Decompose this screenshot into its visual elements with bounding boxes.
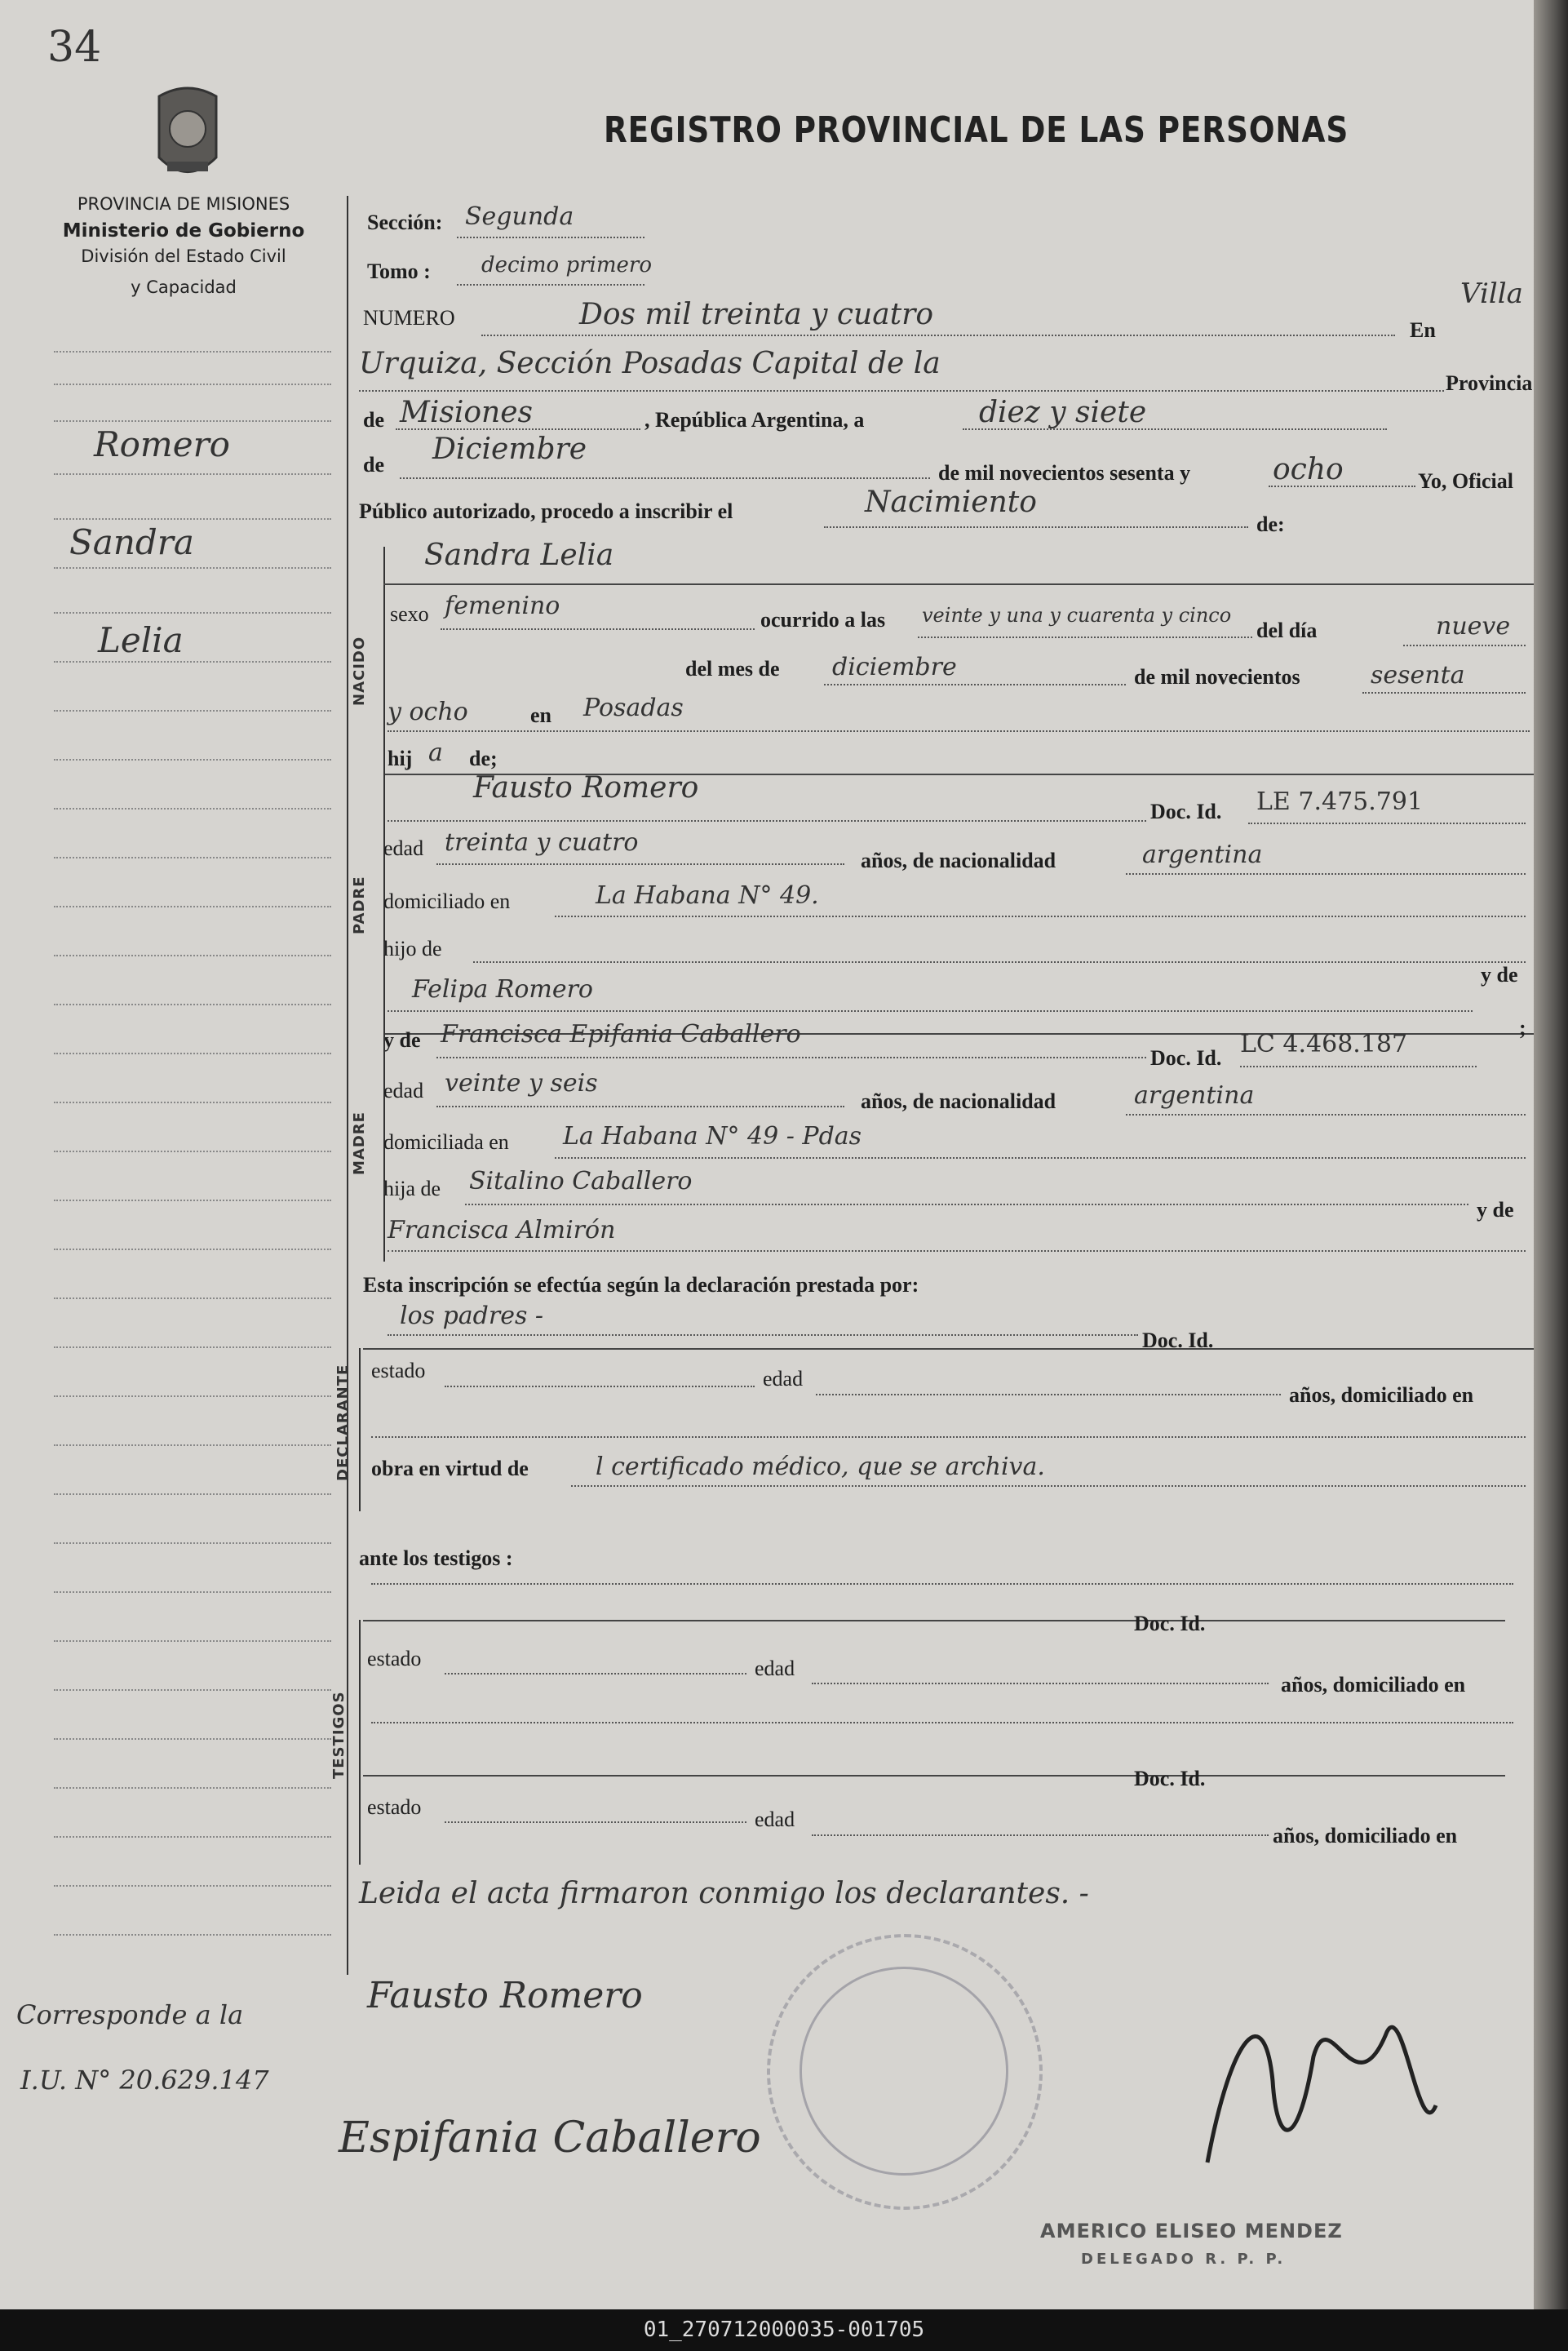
value-en: Villa — [1460, 277, 1523, 310]
margin-line — [54, 955, 331, 956]
margin-line — [54, 857, 331, 858]
dotted-line — [388, 1010, 1473, 1012]
margin-line — [54, 351, 331, 353]
value-abuela-p: Felipa Romero — [412, 975, 593, 1004]
dotted-line — [1362, 692, 1526, 694]
value-anio-nac1: sesenta — [1371, 661, 1465, 690]
binding-spine — [1534, 0, 1568, 2309]
value-lugar-nac: Posadas — [583, 694, 684, 722]
margin-line — [54, 473, 331, 475]
dotted-line — [388, 1334, 1138, 1336]
dotted-line — [555, 1157, 1526, 1159]
margin-line — [54, 1689, 331, 1691]
coat-of-arms-icon — [151, 80, 224, 186]
label-test2-doc: Doc. Id. — [1134, 1767, 1206, 1790]
value-abuelo-m: Sitalino Caballero — [469, 1167, 693, 1195]
value-mes: Diciembre — [432, 432, 587, 466]
margin-line — [54, 518, 331, 520]
value-padre-edad: treinta y cuatro — [445, 828, 639, 857]
value-madre-nombre: Francisca Epifania Caballero — [441, 1020, 801, 1049]
label-de2: de — [363, 453, 384, 477]
label-test2-estado: estado — [367, 1795, 422, 1819]
label-decl-edad: edad — [763, 1367, 804, 1391]
value-padre-nombre: Fausto Romero — [473, 771, 699, 805]
label-del-mes: del mes de — [685, 657, 780, 681]
label-esta: Esta inscripción se efectúa según la declaración prestada por: — [363, 1273, 919, 1297]
page-number: 34 — [47, 23, 102, 72]
margin-line — [54, 1395, 331, 1397]
label-sexo: sexo — [390, 602, 429, 626]
label-padre-dom: domiciliado en — [383, 889, 511, 913]
margin-line — [54, 384, 331, 385]
margin-line — [54, 1151, 331, 1152]
section-testigos: TESTIGOS — [330, 1691, 348, 1779]
dotted-line — [441, 628, 755, 630]
header-capacity: y Capacidad — [131, 277, 237, 297]
dotted-line — [1269, 486, 1415, 487]
margin-line — [54, 1787, 331, 1789]
dotted-line — [400, 477, 930, 479]
label-padre-anos: años, de nacionalidad — [861, 849, 1056, 872]
label-yo: Yo, Oficial — [1418, 469, 1513, 493]
value-padre-doc: LE 7.475.791 — [1256, 787, 1424, 816]
dotted-line — [436, 863, 844, 865]
value-obra: l certificado médico, que se archiva. — [596, 1453, 1045, 1481]
signature-father: Fausto Romero — [367, 1975, 643, 2016]
value-anio-nac2: y ocho — [388, 698, 468, 726]
dotted-line — [1240, 1066, 1477, 1067]
signature-mother: Espifania Caballero — [339, 2114, 761, 2162]
value-abuela-m: Francisca Almirón — [388, 1216, 616, 1244]
dotted-line — [388, 820, 1146, 822]
label-seccion: Sección: — [367, 211, 443, 234]
value-dia: diez y siete — [979, 396, 1147, 429]
margin-line — [54, 1004, 331, 1005]
value-madre-dom: La Habana N° 49 - Pdas — [563, 1122, 862, 1151]
margin-line — [54, 1297, 331, 1299]
dotted-line — [388, 730, 1530, 732]
dotted-line — [555, 916, 1526, 917]
margin-line — [54, 1249, 331, 1250]
dotted-line — [371, 1583, 1513, 1585]
label-semicolon: ; — [1519, 1016, 1526, 1040]
dotted-line — [918, 637, 1252, 638]
label-madre-dom: domiciliada en — [383, 1130, 509, 1154]
label-hij: hij — [388, 747, 413, 770]
margin-line — [54, 1102, 331, 1103]
dotted-line — [465, 1204, 1468, 1205]
header-ministry: Ministerio de Gobierno — [62, 220, 305, 242]
margin-line — [54, 1934, 331, 1936]
label-hijo-de: hijo de — [383, 937, 442, 960]
label-del-dia: del día — [1256, 619, 1318, 642]
margin-line — [54, 906, 331, 907]
dotted-line — [816, 1394, 1281, 1395]
testigos-border — [359, 1620, 361, 1865]
dotted-line — [473, 961, 1526, 963]
margin-line — [54, 1591, 331, 1593]
section-rule — [363, 1348, 1534, 1350]
label-en: En — [1410, 318, 1436, 342]
dotted-line — [359, 390, 1444, 392]
value-nombre: Sandra Lelia — [424, 539, 614, 572]
declarante-border — [359, 1348, 361, 1511]
label-mil: de mil novecientos sesenta y — [938, 461, 1191, 485]
dotted-line — [963, 428, 1387, 430]
dotted-line — [457, 237, 644, 238]
label-test2-anos: años, domiciliado en — [1273, 1824, 1458, 1848]
label-madre-anos: años, de nacionalidad — [861, 1089, 1056, 1113]
officer-name: AMERICO ELISEO MENDEZ — [1040, 2220, 1343, 2242]
dotted-line — [457, 284, 644, 286]
label-de: de — [363, 408, 384, 432]
margin-line — [54, 1885, 331, 1887]
value-lugar: Urquiza, Sección Posadas Capital de la — [359, 347, 941, 380]
label-padre-doc: Doc. Id. — [1150, 800, 1222, 823]
margin-line — [54, 1444, 331, 1446]
label-ante: ante los testigos : — [359, 1546, 513, 1570]
value-madre-edad: veinte y seis — [445, 1069, 598, 1098]
label-numero: NUMERO — [363, 306, 455, 330]
margin-note2: I.U. N° 20.629.147 — [20, 2065, 269, 2096]
label-ocurrido: ocurrido a las — [760, 608, 886, 632]
dotted-line — [436, 1057, 1146, 1058]
label-obra: obra en virtud de — [371, 1457, 529, 1480]
section-rule — [363, 1620, 1505, 1621]
label-y-de-p: y de — [1481, 963, 1518, 987]
dotted-line — [812, 1834, 1269, 1836]
value-dia-nac: nueve — [1436, 612, 1511, 641]
margin-line — [54, 808, 331, 810]
value-padre-nac: argentina — [1142, 841, 1263, 869]
label-tomo: Tomo : — [367, 259, 431, 283]
value-hora: veinte y una y cuarenta y cinco — [922, 604, 1232, 627]
margin-line — [54, 1493, 331, 1495]
dotted-line — [371, 1436, 1526, 1438]
margin-surname: Romero — [94, 424, 230, 464]
document-title: REGISTRO PROVINCIAL DE LAS PERSONAS — [604, 109, 1349, 151]
dotted-line — [1126, 1114, 1526, 1116]
value-acto: Nacimiento — [865, 486, 1037, 519]
label-hija-de: hija de — [383, 1177, 441, 1200]
margin-line — [54, 1542, 331, 1544]
dotted-line — [436, 1106, 844, 1107]
margin-name1: Sandra — [69, 522, 194, 562]
label-provincia: Provincia — [1446, 371, 1533, 395]
label-republica: , República Argentina, a — [644, 408, 865, 432]
dotted-line — [1403, 645, 1526, 646]
margin-line — [54, 1640, 331, 1642]
label-y-de-m: y de — [1477, 1198, 1514, 1222]
nacido-border — [383, 547, 385, 775]
dotted-line — [396, 428, 640, 430]
margin-line — [54, 661, 331, 663]
label-decl-doc: Doc. Id. — [1142, 1329, 1214, 1352]
label-de3: de: — [1256, 512, 1285, 536]
value-padre-dom: La Habana N° 49. — [596, 881, 819, 910]
label-madre-edad: edad — [383, 1079, 424, 1102]
value-declarante: los padres - — [400, 1302, 544, 1330]
value-numero: Dos mil treinta y cuatro — [579, 298, 934, 331]
value-tomo: decimo primero — [481, 253, 652, 277]
section-madre: MADRE — [351, 1111, 368, 1175]
officer-role: DELEGADO R. P. P. — [1081, 2251, 1287, 2268]
margin-note1: Corresponde a la — [16, 1999, 244, 2030]
name-rule — [383, 583, 1534, 585]
margin-line — [54, 1738, 331, 1740]
label-test1-anos: años, domiciliado en — [1281, 1673, 1466, 1697]
header-province: PROVINCIA DE MISIONES — [77, 194, 290, 214]
value-seccion: Segunda — [465, 202, 574, 231]
margin-line — [54, 612, 331, 614]
label-de-mil: de mil novecientos — [1134, 665, 1300, 689]
label-test1-doc: Doc. Id. — [1134, 1612, 1206, 1635]
value-madre-doc: LC 4.468.187 — [1240, 1030, 1408, 1058]
image-id-footer: 01_270712000035-001705 — [0, 2309, 1568, 2351]
dotted-line — [445, 1386, 755, 1387]
dotted-line — [1248, 823, 1526, 824]
margin-line — [54, 420, 331, 422]
dotted-line — [824, 684, 1126, 685]
dotted-line — [445, 1821, 746, 1823]
label-test2-edad: edad — [755, 1808, 795, 1831]
dotted-line — [388, 1250, 1526, 1252]
value-provincia: Misiones — [400, 396, 534, 429]
dotted-line — [371, 1722, 1513, 1723]
section-nacido: NACIDO — [351, 636, 368, 706]
label-decl-estado: estado — [371, 1359, 426, 1382]
dotted-line — [445, 1673, 746, 1675]
value-sexo: femenino — [445, 592, 560, 620]
label-de4: de; — [469, 747, 498, 770]
value-madre-nac: argentina — [1134, 1081, 1255, 1110]
label-madre-doc: Doc. Id. — [1150, 1046, 1222, 1070]
value-cierre: Leida el acta firmaron conmigo los declarantes. - — [359, 1877, 1089, 1910]
margin-line — [54, 1346, 331, 1348]
margin-line — [54, 1200, 331, 1201]
label-en2: en — [530, 703, 551, 727]
official-seal-inner — [800, 1967, 1008, 2176]
value-hij-suffix: a — [428, 739, 443, 767]
dotted-line — [571, 1485, 1526, 1487]
section-padre: PADRE — [351, 876, 368, 934]
label-publico: Público autorizado, procedo a inscribir el — [359, 499, 733, 523]
section-rule — [363, 1775, 1505, 1777]
dotted-line — [481, 335, 1395, 336]
label-test1-edad: edad — [755, 1657, 795, 1680]
officer-signature — [1175, 1983, 1444, 2179]
value-anio: ocho — [1273, 453, 1344, 486]
margin-line — [54, 759, 331, 761]
label-madre-yde: y de — [383, 1028, 421, 1052]
dotted-line — [1126, 873, 1526, 875]
margin-line — [54, 1053, 331, 1054]
header-division: División del Estado Civil — [81, 246, 286, 266]
margin-line — [54, 567, 331, 569]
section-declarante: DECLARANTE — [334, 1364, 352, 1481]
dotted-line — [824, 526, 1248, 528]
margin-name2: Lelia — [98, 620, 184, 660]
margin-line — [54, 710, 331, 712]
value-mes-nac: diciembre — [832, 653, 957, 681]
margin-line — [54, 1836, 331, 1838]
label-decl-anos: años, domiciliado en — [1289, 1383, 1474, 1407]
label-test1-estado: estado — [367, 1647, 422, 1670]
dotted-line — [812, 1683, 1269, 1684]
label-padre-edad: edad — [383, 836, 424, 860]
